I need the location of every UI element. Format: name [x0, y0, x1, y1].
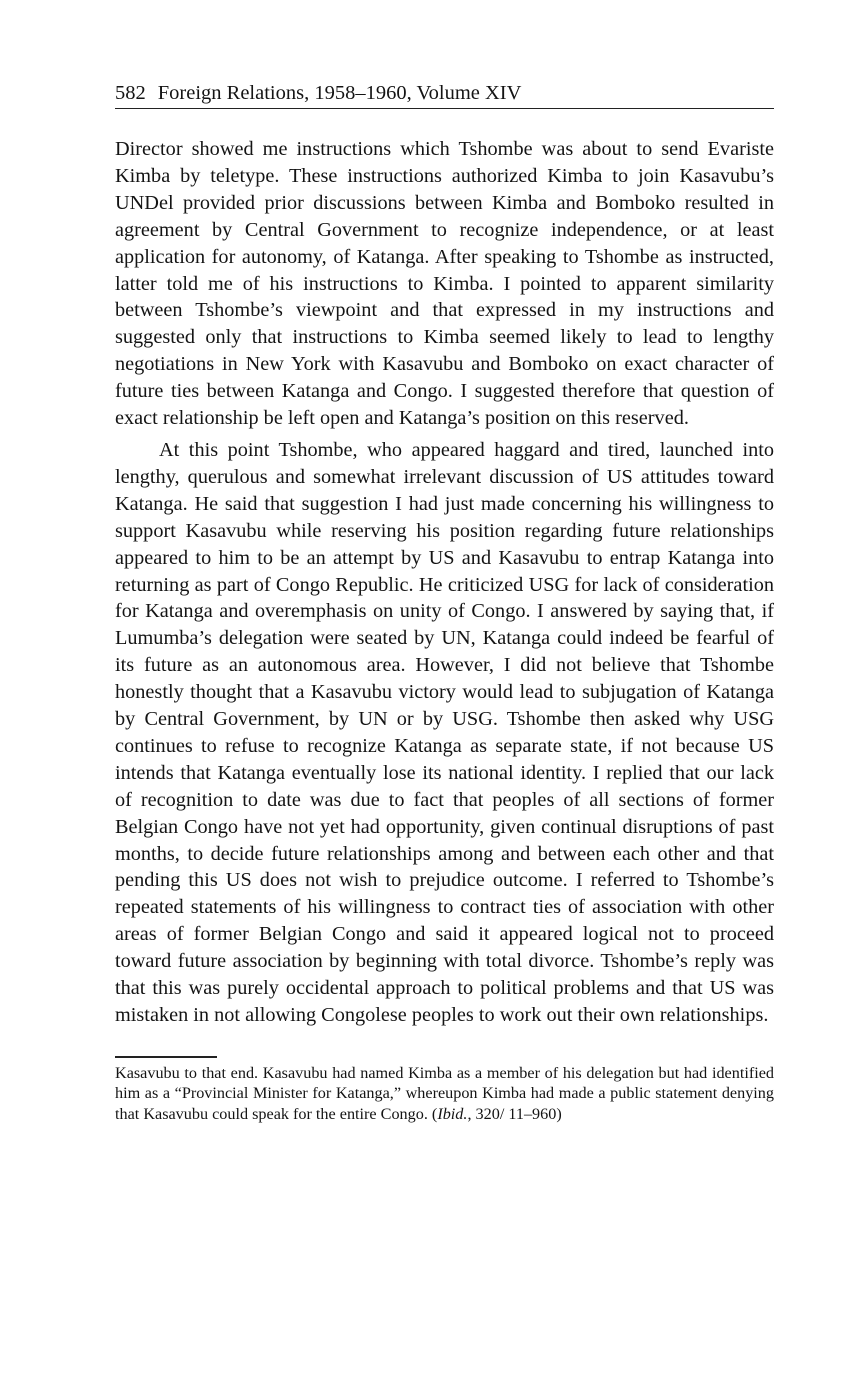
running-head-title: Foreign Relations, 1958–1960, Volume XIV — [157, 82, 522, 104]
footnote-divider — [115, 1056, 217, 1058]
footnote — [115, 1063, 774, 1125]
document-page — [115, 80, 774, 1124]
running-head — [115, 80, 774, 109]
footnote-text: Kasavubu to that end. Kasavubu had named Kimba as a member of his delegation but had identified him as a “Provincial Minister for Katanga,” whereupon Kimba had made a public statement denying that Kasavubu could speak for the entire Congo. ( — [115, 1063, 774, 1123]
page-number: 582 — [115, 82, 146, 104]
body-paragraph-1: Director showed me instructions which Tshombe was about to send Evariste Kimba by teletype. These instructions authorized Kimba to join Kasavubu’s UNDel provided prior discussions between Kimba and Bomboko resulted in agreement by Central Government to recognize independence, or at least application for autonomy, of Katanga. After speaking to Tshombe as instructed, latter told me of his instructions to Kimba. I pointed to apparent similarity between Tshombe’s viewpoint and that expressed in my instructions and suggested only that instructions to Kimba seemed likely to lead to lengthy negotiations in New York with Kasavubu and Bomboko on exact character of future ties between Katanga and Congo. I suggested therefore that question of exact relationship be left open and Katanga’s position on this reserved. — [115, 138, 774, 430]
body-paragraph-2: At this point Tshombe, who appeared haggard and tired, launched into lengthy, querulous and somewhat irrelevant discussion of US attitudes toward Katanga. He said that suggestion I had just made concerning his willingness to support Kasavubu while reserving his position regarding future relationships appeared to him to be an attempt by US and Kasavubu to entrap Katanga into returning as part of Congo Republic. He criticized USG for lack of consideration for Katanga and overemphasis on unity of Congo. I answered by saying that, if Lumumba’s delegation were seated by UN, Katanga could indeed be fearful of its future as an autonomous area. However, I did not believe that Tshombe honestly thought that a Kasavubu victory would lead to subjugation of Katanga by Central Government, by UN or by USG. Tshombe then asked why USG continues to refuse to recognize Katanga as separate state, if not because US intends that Katanga eventually lose its national identity. I replied that our lack of recognition to date was due to fact that peoples of all sections of former Belgian Congo have not yet had opportunity, given continual disruptions of past months, to decide future relationships among and between each other and that pending this US does not wish to prejudice outcome. I referred to Tshombe’s repeated statements of his willingness to contract ties of association with other areas of former Belgian Congo and said it appeared logical not to proceed toward future association by beginning with total divorce. Tshombe’s reply was that this was purely occidental approach to political problems and that US was mistaken in not allowing Congolese peoples to work out their own relationships. — [115, 438, 774, 1026]
footnote-reference: , 320/ 11–960) — [467, 1104, 562, 1123]
body-text — [115, 136, 774, 1029]
footnote-ibid: Ibid. — [437, 1104, 468, 1123]
